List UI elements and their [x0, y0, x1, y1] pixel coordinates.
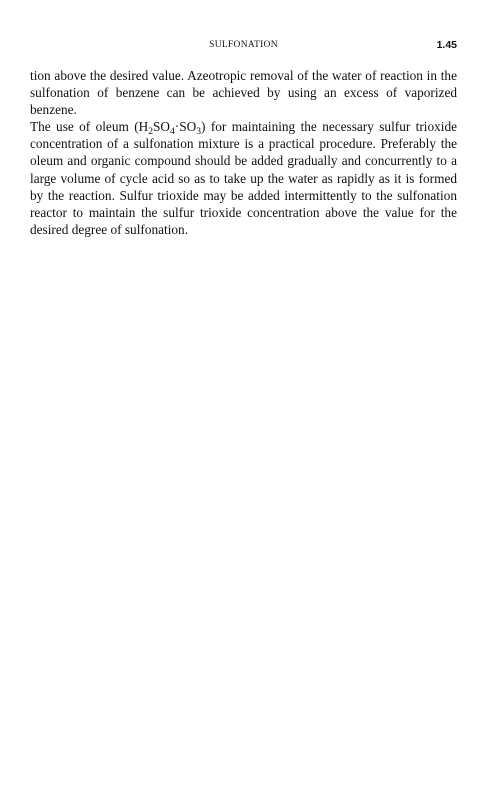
- body-text: [30, 67, 457, 238]
- running-head: [30, 40, 457, 54]
- oleum-formula: $H_2SO_4\cdot SO_3$: [138, 119, 202, 138]
- paragraph-oleum-use: [30, 118, 457, 238]
- paragraph-oleum-body-text: ) for maintaining the necessary sulfur trioxide concentration of a sulfonation mixture is a practical procedure. Preferably the oleum and organic compound should be added gradually and concurrently to a large volume of cycle acid so as to take up the water as rapidly as it is formed by the reaction. Sulfur trioxide may be added intermittently to the sulfonation reactor to maintain the sulfur trioxide concentration above the value for the desired degree of sulfonation.: [30, 119, 457, 237]
- page-number: 1.45: [436, 39, 457, 51]
- running-title: SULFONATION: [209, 40, 278, 50]
- paragraph-azeotropic-removal: tion above the desired value. Azeotropic removal of the water of reaction in the sulfonation of benzene can be achieved by using an excess of vaporized benzene.: [30, 68, 457, 118]
- paragraph-oleum-lead-text: The use of oleum (: [30, 119, 139, 135]
